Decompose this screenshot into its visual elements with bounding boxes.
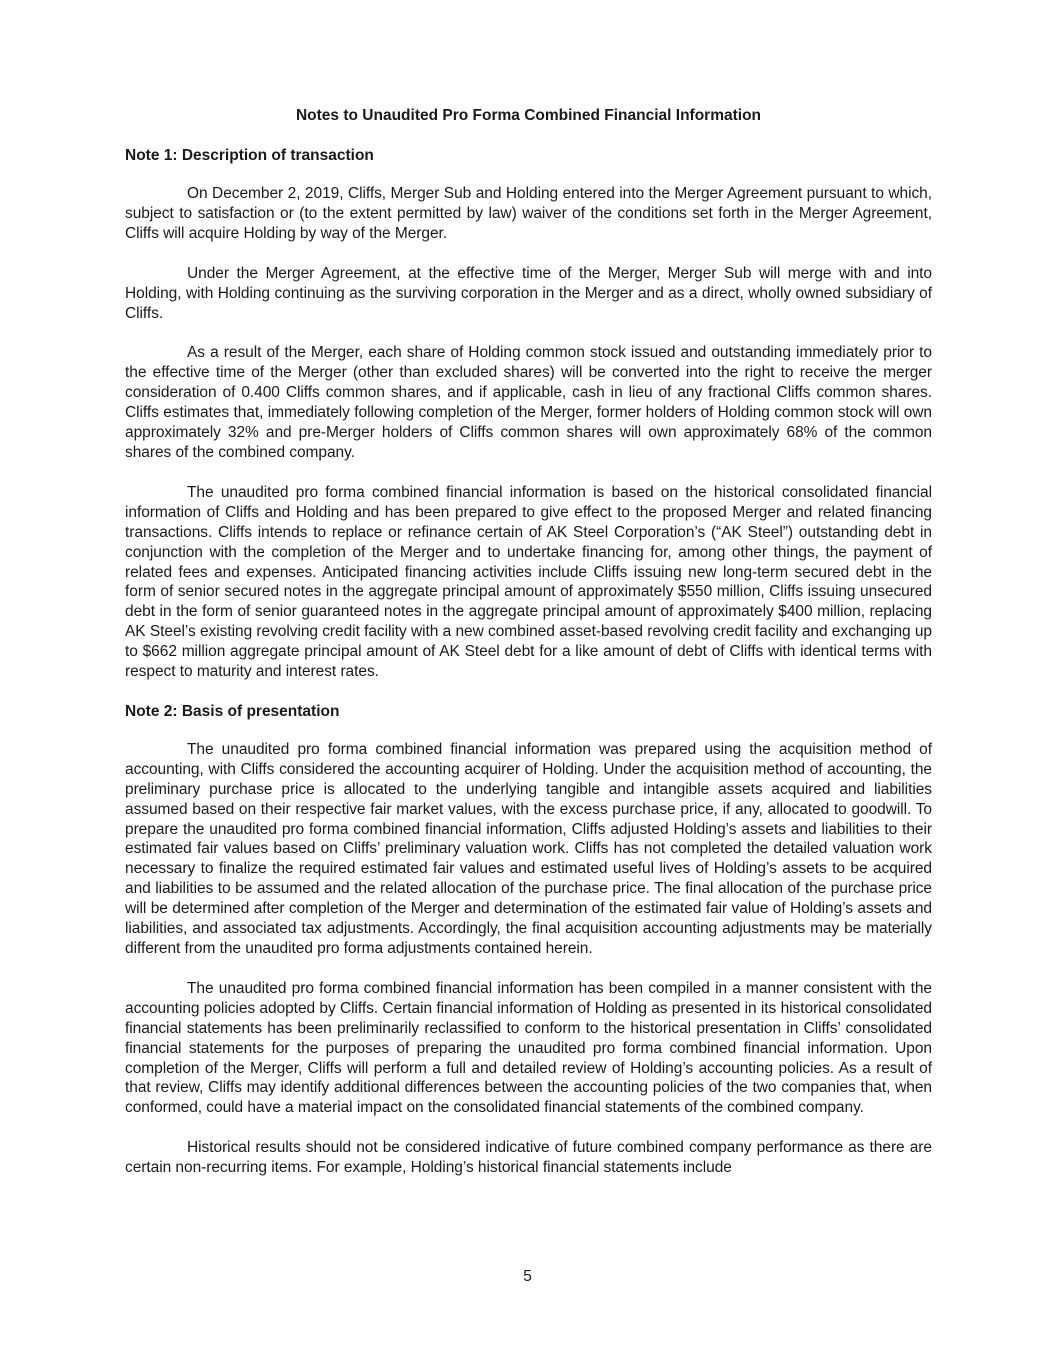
note-1-paragraph-1: On December 2, 2019, Cliffs, Merger Sub and Holding entered into the Merger Agreement pursuant to which, subject to satisfaction or (to the extent permitted by law) waiver of the conditions set forth in the Merger Agreement, Cliffs will acquire Holding by way of the Merger. — [125, 185, 932, 242]
note-2-paragraph-2: The unaudited pro forma combined financial information has been compiled in a manner consistent with the accounting policies adopted by Cliffs. Certain financial information of Holding as presented in its historical consolidated financial statements has been preliminarily reclassified to conform to the historical presentation in Cliffs’ consolidated financial statements for the purposes of preparing the unaudited pro forma combined financial information. Upon completion of the Merger, Cliffs will perform a full and detailed review of Holding’s accounting policies. As a result of that review, Cliffs may identify additional differences between the accounting policies of the two companies that, when conformed, could have a material impact on the consolidated financial statements of the combined company. — [125, 979, 932, 1117]
note-2-heading: Note 2: Basis of presentation — [125, 702, 340, 720]
note-1-paragraph-3: As a result of the Merger, each share of Holding common stock issued and outstanding immediately prior to the effective time of the Merger (other than excluded shares) will be converted into the right to receive the merger consideration of 0.400 Cliffs common shares, and if applicable, cash in lieu of any fractional Cliffs common shares. Cliffs estimates that, immediately following completion of the Merger, former holders of Holding common stock will own approximately 32% and pre-Merger holders of Cliffs common shares will own approximately 68% of the common shares of the combined company. — [125, 344, 932, 461]
note-2-paragraph-3: Historical results should not be considered indicative of future combined company performance as there are certain non-recurring items. For example, Holding’s historical financial statements include — [125, 1139, 932, 1177]
page-number: 5 — [523, 1268, 532, 1285]
note-1-paragraph-4: The unaudited pro forma combined financial information is based on the historical consolidated financial information of Cliffs and Holding and has been prepared to give effect to the proposed Merger and related financing transactions. Cliffs intends to replace or refinance certain of AK Steel Corporation’s (“AK Steel”) outstanding debt in conjunction with the completion of the Merger and to undertake financing for, among other things, the payment of related fees and expenses. Anticipated financing activities include Cliffs issuing new long-term secured debt in the form of senior secured notes in the aggregate principal amount of approximately $550 million, Cliffs issuing unsecured debt in the form of senior guaranteed notes in the aggregate principal amount of approximately $400 million, replacing AK Steel’s existing revolving credit facility with a new combined asset-based revolving credit facility and exchanging up to $662 million aggregate principal amount of AK Steel debt for a like amount of debt of Cliffs with identical terms with respect to maturity and interest rates. — [125, 483, 932, 681]
document-page — [125, 106, 932, 1178]
note-1-paragraph-2: Under the Merger Agreement, at the effective time of the Merger, Merger Sub will merge with and into Holding, with Holding continuing as the surviving corporation in the Merger and as a direct, wholly owned subsidiary of Cliffs. — [125, 264, 932, 322]
document-title: Notes to Unaudited Pro Forma Combined Financial Information — [295, 107, 762, 124]
note-1-heading: Note 1: Description of transaction — [125, 147, 374, 164]
note-2-paragraph-1: The unaudited pro forma combined financial information was prepared using the acquisition method of accounting, with Cliffs considered the accounting acquirer of Holding. Under the acquisition method of accounting, the preliminary purchase price is allocated to the underlying tangible and intangible assets acquired and liabilities assumed based on their respective fair market values, with the excess purchase price, if any, allocated to goodwill. To prepare the unaudited pro forma combined financial information, Cliffs adjusted Holding’s assets and liabilities to their estimated fair values based on Cliffs’ preliminary valuation work. Cliffs has not completed the detailed valuation work necessary to finalize the required estimated fair values and estimated useful lives of Holding’s assets to be acquired and liabilities to be assumed and the related allocation of the purchase price. The final allocation of the purchase price will be determined after completion of the Merger and determination of the estimated fair value of Holding’s assets and liabilities, and associated tax adjustments. Accordingly, the final acquisition accounting adjustments may be materially different from the unaudited pro forma adjustments contained herein. — [125, 740, 932, 957]
